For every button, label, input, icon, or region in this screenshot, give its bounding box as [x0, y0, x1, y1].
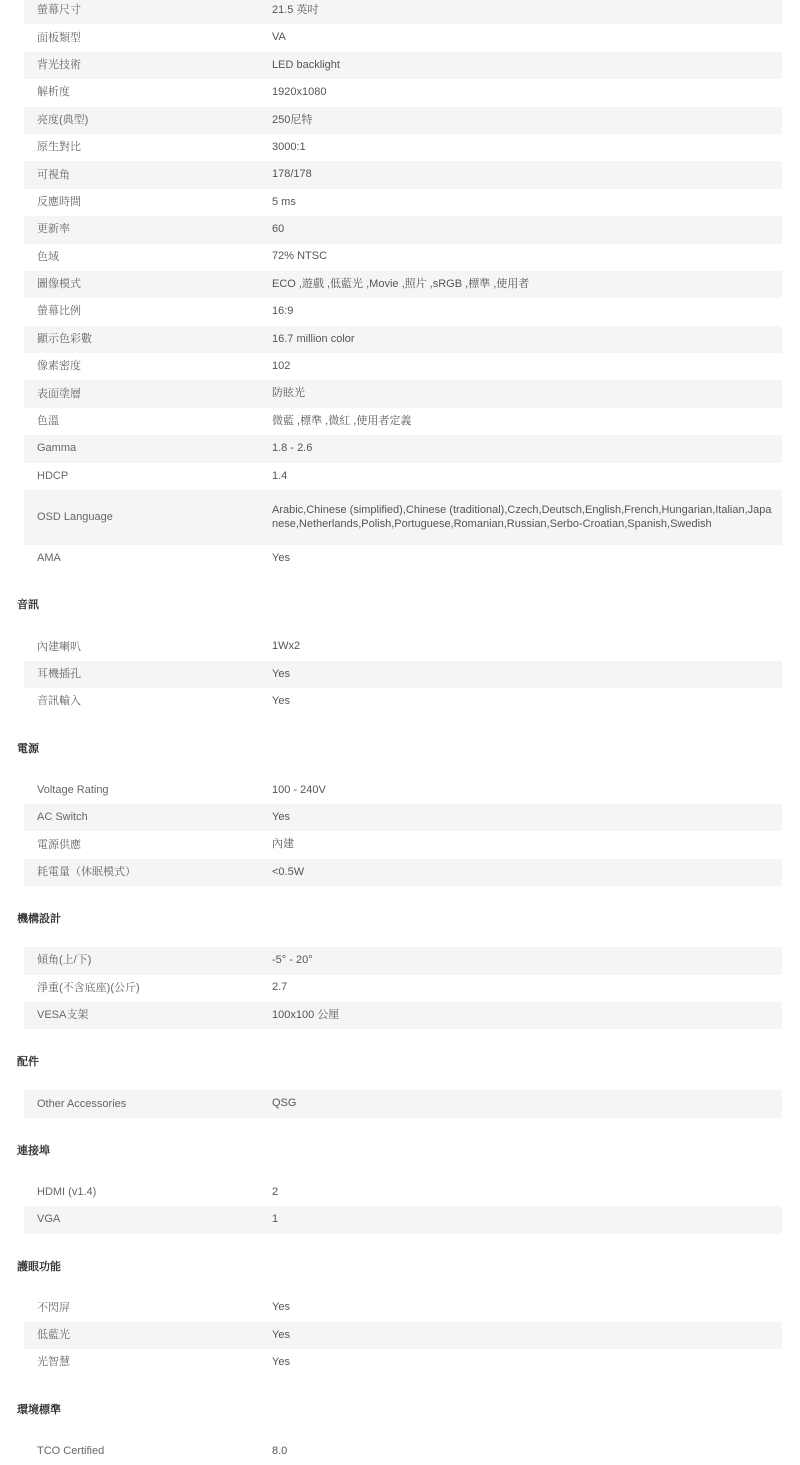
- spec-label: 傾角(上/下): [37, 954, 92, 967]
- spec-row: [24, 216, 782, 243]
- spec-label: 低藍光: [37, 1329, 70, 1342]
- spec-value: 1.8 - 2.6: [272, 442, 313, 455]
- spec-label: 內建喇叭: [37, 640, 81, 653]
- spec-label: 可視角: [37, 168, 70, 181]
- spec-value: -5° - 20°: [272, 954, 313, 967]
- spec-section: [0, 598, 800, 715]
- spec-value: QSG: [272, 1097, 297, 1110]
- spec-value: 178/178: [272, 168, 312, 181]
- spec-value: 16:9: [272, 305, 294, 318]
- spec-row: [24, 271, 782, 298]
- spec-value: Yes: [272, 1301, 290, 1314]
- spec-value: Yes: [272, 810, 290, 823]
- section-title: 環境標準: [17, 1403, 61, 1416]
- spec-section: [0, 742, 800, 887]
- spec-row: [24, 545, 782, 572]
- spec-row: [24, 0, 782, 24]
- spec-row: [24, 134, 782, 161]
- spec-table: [24, 947, 782, 1029]
- spec-label: AMA: [37, 552, 61, 565]
- spec-value: <0.5W: [272, 865, 305, 878]
- spec-value: 100x100 公厘: [272, 1008, 340, 1021]
- spec-value: 100 - 240V: [272, 783, 326, 796]
- spec-table: [24, 1438, 782, 1465]
- spec-label: 表面塗層: [37, 387, 81, 400]
- spec-value: Yes: [272, 695, 290, 708]
- spec-label: TCO Certified: [37, 1444, 105, 1457]
- spec-label: 不閃屏: [37, 1301, 70, 1314]
- spec-section: [0, 1260, 800, 1377]
- spec-table: [24, 633, 782, 715]
- spec-row: [24, 1090, 782, 1117]
- spec-row: [24, 804, 782, 831]
- spec-label: 像素密度: [37, 360, 81, 373]
- spec-row: [24, 52, 782, 79]
- spec-row: [24, 490, 782, 545]
- spec-row: [24, 975, 782, 1002]
- spec-value: LED backlight: [272, 58, 340, 71]
- spec-row: [24, 1349, 782, 1376]
- spec-value: VA: [272, 31, 286, 44]
- spec-row: [24, 161, 782, 188]
- spec-row: [24, 1438, 782, 1465]
- section-title: 配件: [17, 1056, 39, 1069]
- spec-value: 3000:1: [272, 140, 306, 153]
- spec-label: 音訊輸入: [37, 695, 81, 708]
- spec-label: Voltage Rating: [37, 783, 109, 796]
- spec-row: [24, 831, 782, 858]
- spec-label: 更新率: [37, 223, 70, 236]
- spec-row: [24, 1322, 782, 1349]
- spec-row: [24, 463, 782, 490]
- spec-label: HDCP: [37, 469, 69, 482]
- spec-label: 顯示色彩數: [37, 332, 92, 345]
- spec-label: Other Accessories: [37, 1097, 127, 1110]
- spec-label: 淨重(不含底座)(公斤): [37, 981, 140, 994]
- spec-value: 1: [272, 1213, 279, 1226]
- spec-label: 面板類型: [37, 31, 81, 44]
- spec-value: 2: [272, 1185, 279, 1198]
- spec-row: [24, 298, 782, 325]
- spec-value: 1Wx2: [272, 640, 301, 653]
- spec-value: 內建: [272, 838, 294, 851]
- spec-section: [0, 1403, 800, 1465]
- spec-label: 反應時間: [37, 195, 81, 208]
- spec-value: 5 ms: [272, 195, 296, 208]
- section-title: 連接埠: [17, 1144, 50, 1157]
- spec-row: [24, 189, 782, 216]
- spec-value: 72% NTSC: [272, 250, 328, 263]
- spec-label: 原生對比: [37, 141, 81, 154]
- spec-value: 1920x1080: [272, 86, 327, 99]
- spec-label: HDMI (v1.4): [37, 1185, 97, 1198]
- spec-label: 亮度(典型): [37, 113, 89, 126]
- spec-label: 光智慧: [37, 1356, 70, 1369]
- spec-row: [24, 1179, 782, 1206]
- spec-value: 102: [272, 360, 291, 373]
- spec-section: [0, 1055, 800, 1117]
- spec-value: 16.7 million color: [272, 332, 355, 345]
- spec-row: [24, 777, 782, 804]
- spec-row: [24, 380, 782, 407]
- spec-row: [24, 435, 782, 462]
- spec-row: [24, 688, 782, 715]
- spec-value: 2.7: [272, 981, 288, 994]
- spec-row: [24, 79, 782, 106]
- spec-row: [24, 1295, 782, 1322]
- spec-label: 解析度: [37, 86, 70, 99]
- spec-label: Gamma: [37, 442, 77, 455]
- spec-value: Yes: [272, 667, 290, 680]
- spec-value: 250尼特: [272, 113, 313, 126]
- spec-table: [24, 1179, 782, 1234]
- spec-table: [24, 1090, 782, 1117]
- spec-label: 色域: [37, 250, 59, 263]
- spec-row: [24, 1002, 782, 1029]
- section-title: 護眼功能: [17, 1260, 61, 1273]
- spec-table: [24, 0, 782, 572]
- spec-label: 耳機插孔: [37, 668, 81, 680]
- spec-value: Arabic,Chinese (simplified),Chinese (traditional),Czech,Deutsch,English,French,Hungarian,Italian,Japanese,Netherlands,Polish,Portuguese,Romanian,Russian,Serbo-Croatian,Spanish,Swedish: [272, 504, 772, 530]
- spec-row: [24, 633, 782, 660]
- spec-row: [24, 244, 782, 271]
- spec-section: [0, 912, 800, 1029]
- spec-row: [24, 947, 782, 974]
- section-title: 機構設計: [17, 913, 61, 926]
- spec-label: VGA: [37, 1213, 61, 1226]
- spec-table: [24, 777, 782, 887]
- spec-label: VESA支架: [37, 1009, 89, 1022]
- spec-row: [24, 408, 782, 435]
- section-title: 電源: [17, 742, 39, 755]
- spec-value: Yes: [272, 1356, 290, 1369]
- spec-row: [24, 859, 782, 886]
- spec-label: AC Switch: [37, 811, 88, 824]
- spec-value: 21.5 英吋: [272, 3, 319, 16]
- spec-table: [24, 1295, 782, 1377]
- spec-value: 60: [272, 223, 285, 236]
- spec-value: 1.4: [272, 469, 288, 482]
- spec-row: [24, 24, 782, 51]
- spec-row: [24, 326, 782, 353]
- spec-row: [24, 107, 782, 134]
- spec-section: [0, 0, 800, 572]
- spec-row: [24, 1206, 782, 1233]
- section-title: 音訊: [17, 599, 39, 612]
- spec-label: 螢幕比例: [37, 305, 81, 318]
- spec-label: 電源供應: [37, 838, 81, 851]
- spec-label: 螢幕尺寸: [37, 4, 81, 17]
- spec-value: Yes: [272, 551, 290, 564]
- spec-value: 微藍 ,標準 ,微紅 ,使用者定義: [272, 414, 412, 427]
- spec-value: 防眩光: [272, 387, 305, 400]
- spec-section: [0, 1144, 800, 1234]
- spec-label: 背光技術: [37, 58, 81, 71]
- spec-label: 圖像模式: [37, 278, 81, 291]
- spec-row: [24, 661, 782, 688]
- spec-label: 耗電量（休眠模式）: [37, 865, 136, 878]
- spec-value: Yes: [272, 1328, 290, 1341]
- spec-label: 色溫: [37, 415, 59, 428]
- spec-label: OSD Language: [37, 511, 113, 524]
- spec-value: 8.0: [272, 1444, 288, 1457]
- spec-value: ECO ,遊戲 ,低藍光 ,Movie ,照片 ,sRGB ,標準 ,使用者: [272, 277, 530, 290]
- spec-row: [24, 353, 782, 380]
